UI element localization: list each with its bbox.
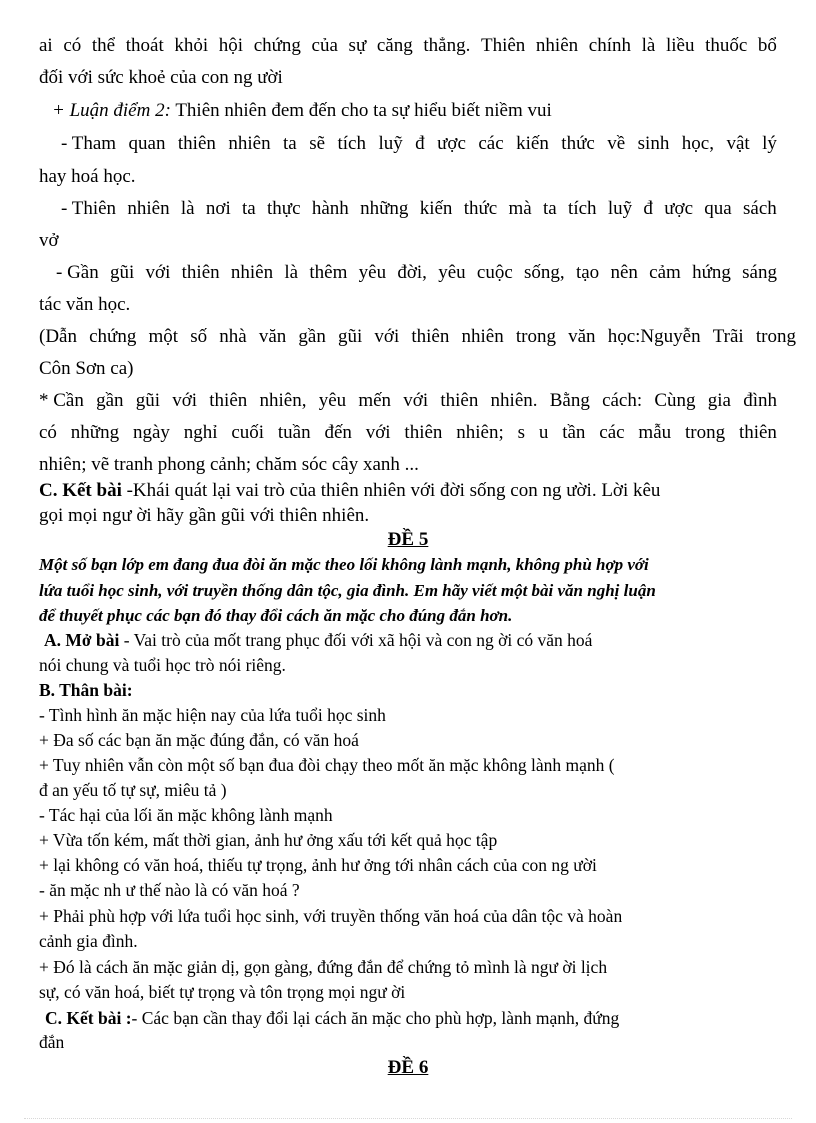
word: có: [39, 422, 57, 443]
paragraph-line: nhiên; vẽ tranh phong cảnh; chăm sóc cây xanh ...: [39, 454, 419, 475]
word: cuộc: [476, 262, 513, 283]
word: hội: [218, 35, 244, 56]
word: về: [607, 133, 626, 154]
word: gần: [298, 326, 326, 347]
word: thiên: [411, 326, 450, 347]
word: lý: [762, 133, 777, 154]
word: nhà: [219, 326, 247, 347]
paragraph-line: [39, 36, 777, 55]
word: nhiên: [461, 326, 504, 347]
word: thiên: [440, 390, 479, 411]
word: với: [403, 390, 429, 411]
word: đ: [643, 198, 653, 219]
word: nơi: [205, 198, 231, 219]
section-conclusion: [45, 1010, 783, 1028]
word: - Thiên: [61, 198, 117, 219]
word: những: [360, 198, 409, 219]
word: s: [517, 422, 526, 443]
word: có: [63, 35, 82, 56]
word: số: [190, 326, 208, 347]
word: đến: [324, 422, 352, 443]
word: thuốc: [705, 35, 748, 56]
exam-prompt-line: để thuyết phục các bạn đó thay đổi cách ăn mặc cho đúng đắn hơn.: [39, 606, 513, 625]
paragraph-line: [61, 199, 777, 218]
section-label: C. Kết bài :: [45, 1008, 132, 1028]
word: ai: [39, 35, 53, 56]
word: Thiên: [480, 35, 526, 56]
paragraph-line: đối với sức khoẻ của con ng ười: [39, 67, 283, 88]
word: mến: [358, 390, 392, 411]
word: là: [284, 262, 299, 283]
paragraph-line: Côn Sơn ca): [39, 358, 134, 379]
word: * Cần: [39, 390, 84, 411]
word: - Tham: [61, 133, 117, 154]
word: là: [180, 198, 195, 219]
word: thiên: [738, 422, 777, 443]
word: yêu: [358, 262, 387, 283]
word: chứng: [89, 326, 137, 347]
paragraph-line: vở: [39, 230, 59, 251]
word: ngày: [132, 422, 170, 443]
section-body-heading: B. Thân bài:: [39, 680, 133, 700]
argument-text: Thiên nhiên đem đến cho ta sự hiểu biết niềm vui: [170, 100, 552, 121]
word: của: [311, 35, 338, 56]
word: ược: [664, 198, 693, 219]
word: thiên: [177, 133, 216, 154]
word: nhiên: [230, 262, 274, 283]
word: nghỉ: [183, 422, 218, 443]
word: tần: [562, 422, 586, 443]
word: ta: [283, 133, 297, 154]
word: luỹ: [607, 198, 633, 219]
list-item: đ an yếu tố tự sự, miêu tả ): [39, 780, 227, 800]
section-label: C. Kết bài: [39, 480, 122, 501]
word: hành: [311, 198, 349, 219]
word: văn: [568, 326, 596, 347]
word: cuối: [231, 422, 265, 443]
exam-prompt-line: Một số bạn lớp em đang đua đòi ăn mặc theo lối không lành mạnh, không phù hợp với: [39, 555, 649, 574]
word: chứng: [253, 35, 301, 56]
word: nhiên: [228, 133, 271, 154]
word: thiên: [181, 262, 220, 283]
word: (Dẫn: [39, 326, 77, 347]
word: quan: [128, 133, 166, 154]
word: nhiên;: [456, 422, 504, 443]
word: sẽ: [309, 133, 326, 154]
word: học,: [681, 133, 714, 154]
word: qua: [704, 198, 732, 219]
word: ta: [242, 198, 256, 219]
word: các: [478, 133, 504, 154]
list-item: + Tuy nhiên vẫn còn một số bạn đua đòi chạy theo mốt ăn mặc không lành mạnh (: [39, 755, 615, 775]
word: sinh: [637, 133, 670, 154]
word: với: [172, 390, 198, 411]
paragraph-line: đắn: [39, 1032, 65, 1052]
word: những: [70, 422, 120, 443]
argument-label: + Luận điểm 2:: [52, 100, 171, 121]
word: các: [599, 422, 625, 443]
word: cách:: [602, 390, 643, 411]
word: thể: [91, 35, 116, 56]
paragraph-line: tác văn học.: [39, 294, 131, 315]
list-item: + lại không có văn hoá, thiếu tự trọng, ảnh hư ởng tới nhân cách của con ng ười: [39, 855, 597, 875]
word: một: [148, 326, 179, 347]
list-item: sự, có văn hoá, biết tự trọng và tôn trọng mọi ngư ời: [39, 982, 406, 1002]
word: học:Nguyễn: [607, 326, 701, 347]
paragraph-line: [39, 423, 777, 442]
list-item: cảnh gia đình.: [39, 931, 138, 951]
word: nhiên: [535, 35, 579, 56]
word: thoát: [125, 35, 164, 56]
word: đ: [415, 133, 425, 154]
list-item: - Tác hại của lối ăn mặc không lành mạnh: [39, 805, 333, 825]
word: mà: [508, 198, 532, 219]
word: với: [365, 422, 391, 443]
exam-prompt-line: lứa tuổi học sinh, với truyền thống dân tộc, gia đình. Em hãy viết một bài văn nghị luận: [39, 581, 656, 600]
word: văn: [258, 326, 287, 347]
word: sáng: [742, 262, 777, 283]
list-item: - ăn mặc nh ư thế nào là có văn hoá ?: [39, 880, 300, 900]
paragraph-line: [39, 391, 777, 410]
word: yêu: [318, 390, 347, 411]
word: sống,: [524, 262, 565, 283]
section-intro: [44, 632, 782, 650]
word: thức: [561, 133, 595, 154]
word: sự: [348, 35, 367, 56]
word: trong: [515, 326, 556, 347]
word: - Gần: [56, 262, 99, 283]
section-conclusion: [39, 481, 777, 500]
paragraph-line: [56, 263, 777, 282]
list-item: + Đó là cách ăn mặc giản dị, gọn gàng, đứng đắn để chứng tỏ mình là ngư ời lịch: [39, 957, 608, 977]
word: luỹ: [378, 133, 403, 154]
word: mẫu: [638, 422, 672, 443]
word: tích: [568, 198, 597, 219]
word: ta: [543, 198, 557, 219]
word: gần: [96, 390, 124, 411]
word: kiến: [419, 198, 453, 219]
word: thiên: [209, 390, 248, 411]
word: đời,: [397, 262, 427, 283]
paragraph-line: gọi mọi ngư ời hãy gần gũi với thiên nhiên.: [39, 505, 370, 526]
word: căng: [376, 35, 413, 56]
word: gũi: [135, 390, 161, 411]
word: cảm: [649, 262, 681, 283]
argument-heading: [52, 101, 790, 120]
word: trong: [684, 422, 726, 443]
word: chính: [588, 35, 631, 56]
word: gũi: [337, 326, 363, 347]
word: liều: [665, 35, 695, 56]
word: thức: [463, 198, 498, 219]
paragraph-line: nói chung và tuổi học trò nói riêng.: [39, 655, 286, 675]
section-label: A. Mở bài: [44, 630, 120, 650]
word: thêm: [309, 262, 348, 283]
page-footer-divider: [24, 1118, 792, 1119]
section-text: - Vai trò của mốt trang phục đối với xã hội và con ng ời có văn hoá: [119, 630, 593, 650]
paragraph-line: hay hoá học.: [39, 166, 136, 187]
word: tích: [337, 133, 366, 154]
word: là: [641, 35, 656, 56]
word: nhiên: [127, 198, 170, 219]
word: tạo: [575, 262, 600, 283]
word: trong: [755, 326, 796, 347]
word: thiên: [404, 422, 443, 443]
word: thực: [267, 198, 301, 219]
word: hứng: [692, 262, 731, 283]
word: tuần: [277, 422, 311, 443]
word: Bằng: [549, 390, 590, 411]
list-item: - Tình hình ăn mặc hiện nay của lứa tuổi học sinh: [39, 705, 386, 725]
word: Cùng: [654, 390, 696, 411]
exam-title: ĐỀ 6: [387, 1057, 429, 1078]
word: gia: [707, 390, 731, 411]
word: u: [538, 422, 549, 443]
list-item: + Phải phù hợp với lứa tuổi học sinh, với truyền thống văn hoá của dân tộc và hoàn: [39, 906, 623, 926]
word: yêu: [438, 262, 466, 283]
word: thẳng.: [423, 35, 471, 56]
word: ược: [437, 133, 466, 154]
word: bổ: [757, 35, 777, 56]
list-item: + Đa số các bạn ăn mặc đúng đắn, có văn hoá: [39, 730, 359, 750]
section-text: - Các bạn cần thay đổi lại cách ăn mặc cho phù hợp, lành mạnh, đứng: [131, 1008, 620, 1028]
word: nhiên.: [490, 390, 538, 411]
word: nên: [610, 262, 638, 283]
word: Trãi: [712, 326, 744, 347]
word: vật: [726, 133, 750, 154]
section-text: -Khái quát lại vai trò của thiên nhiên với đời sống con ng ười. Lời kêu: [121, 480, 661, 501]
paragraph-line: [61, 134, 777, 153]
paragraph-line: [39, 327, 796, 346]
exam-title: ĐỀ 5: [387, 529, 429, 550]
word: với: [145, 262, 171, 283]
word: kiến: [516, 133, 549, 154]
list-item: + Vừa tốn kém, mất thời gian, ảnh hư ởng xấu tới kết quả học tập: [39, 830, 498, 850]
word: đình: [743, 390, 777, 411]
word: nhiên,: [259, 390, 307, 411]
word: với: [374, 326, 400, 347]
word: sách: [743, 198, 777, 219]
word: gũi: [110, 262, 135, 283]
word: khỏi: [174, 35, 209, 56]
